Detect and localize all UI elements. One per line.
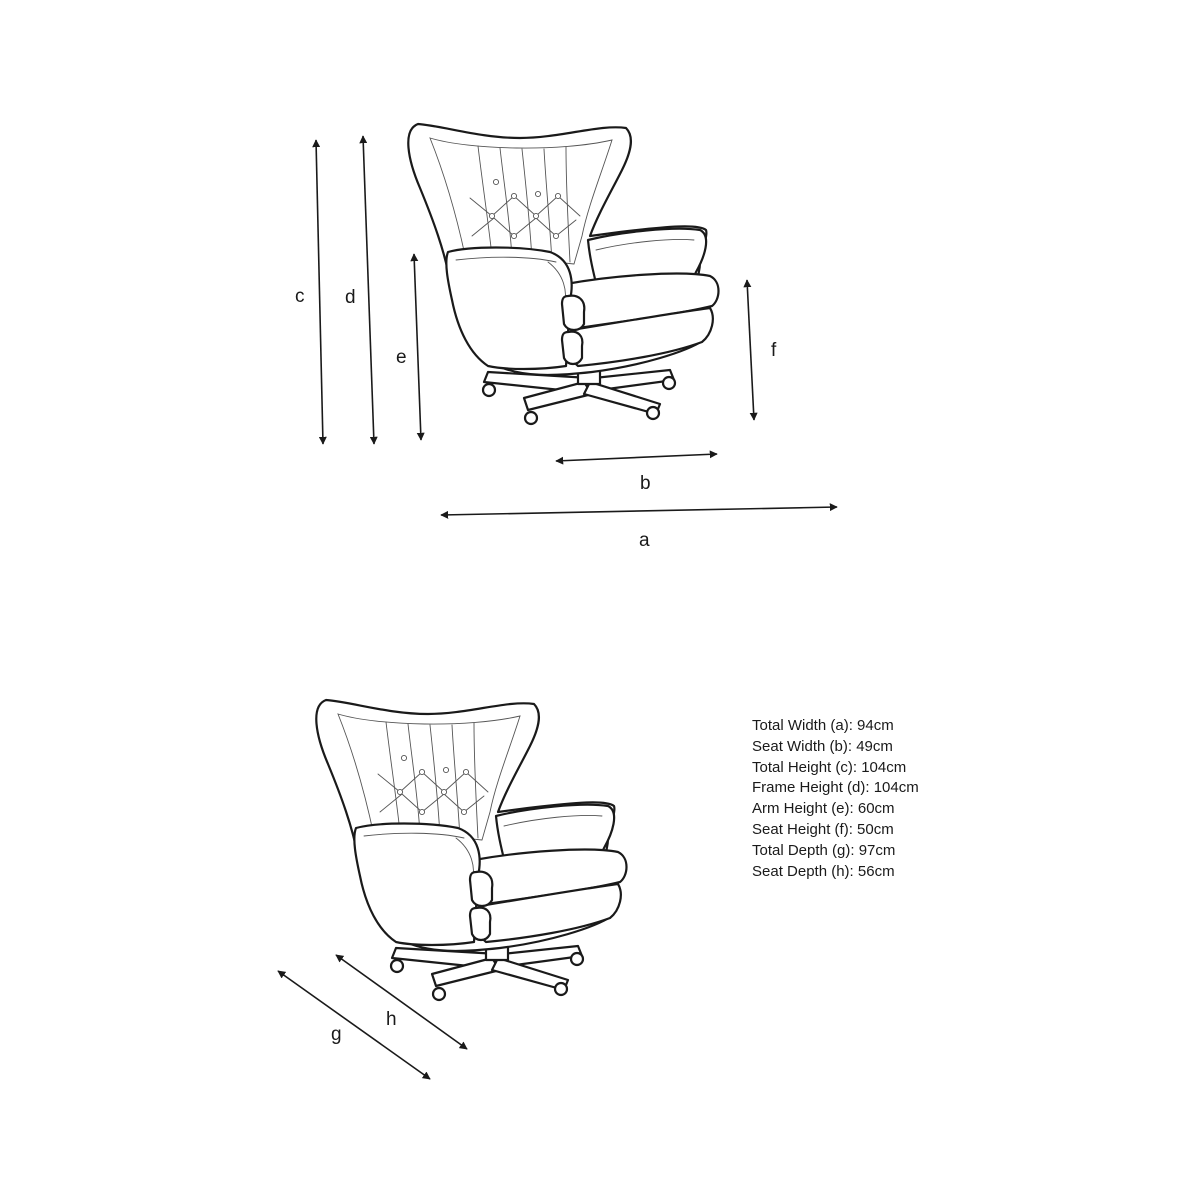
dimension-label-e: e (396, 347, 407, 368)
spec-seat-width: Seat Width (b): 49cm (752, 737, 893, 755)
dimension-arrow-c (316, 140, 323, 444)
spec-seat-height: Seat Height (f): 50cm (752, 820, 894, 838)
dimension-spec-list (752, 716, 919, 882)
dimension-arrow-b (556, 454, 717, 461)
dimension-arrow-e (414, 254, 421, 440)
spec-total-height: Total Height (c): 104cm (752, 758, 907, 776)
dimension-label-a: a (639, 530, 650, 551)
dimension-arrow-g (278, 971, 430, 1079)
chair-front-view (408, 124, 718, 424)
dimension-label-c: c (295, 286, 305, 307)
dimension-label-b: b (640, 473, 651, 494)
spec-total-depth: Total Depth (g): 97cm (752, 841, 896, 859)
spec-seat-depth: Seat Depth (h): 56cm (752, 862, 895, 880)
spec-frame-height: Frame Height (d): 104cm (752, 779, 919, 797)
dimension-arrow-a (441, 507, 837, 515)
dimension-label-h: h (386, 1009, 397, 1030)
dimension-label-d: d (345, 287, 356, 308)
chair-depth-view (316, 700, 626, 1000)
dimension-arrow-d (363, 136, 374, 444)
dimension-label-g: g (331, 1024, 342, 1045)
dimension-label-f: f (771, 340, 777, 361)
spec-total-width: Total Width (a): 94cm (752, 717, 894, 734)
dimension-arrow-f (747, 280, 754, 420)
spec-arm-height: Arm Height (e): 60cm (752, 800, 895, 818)
